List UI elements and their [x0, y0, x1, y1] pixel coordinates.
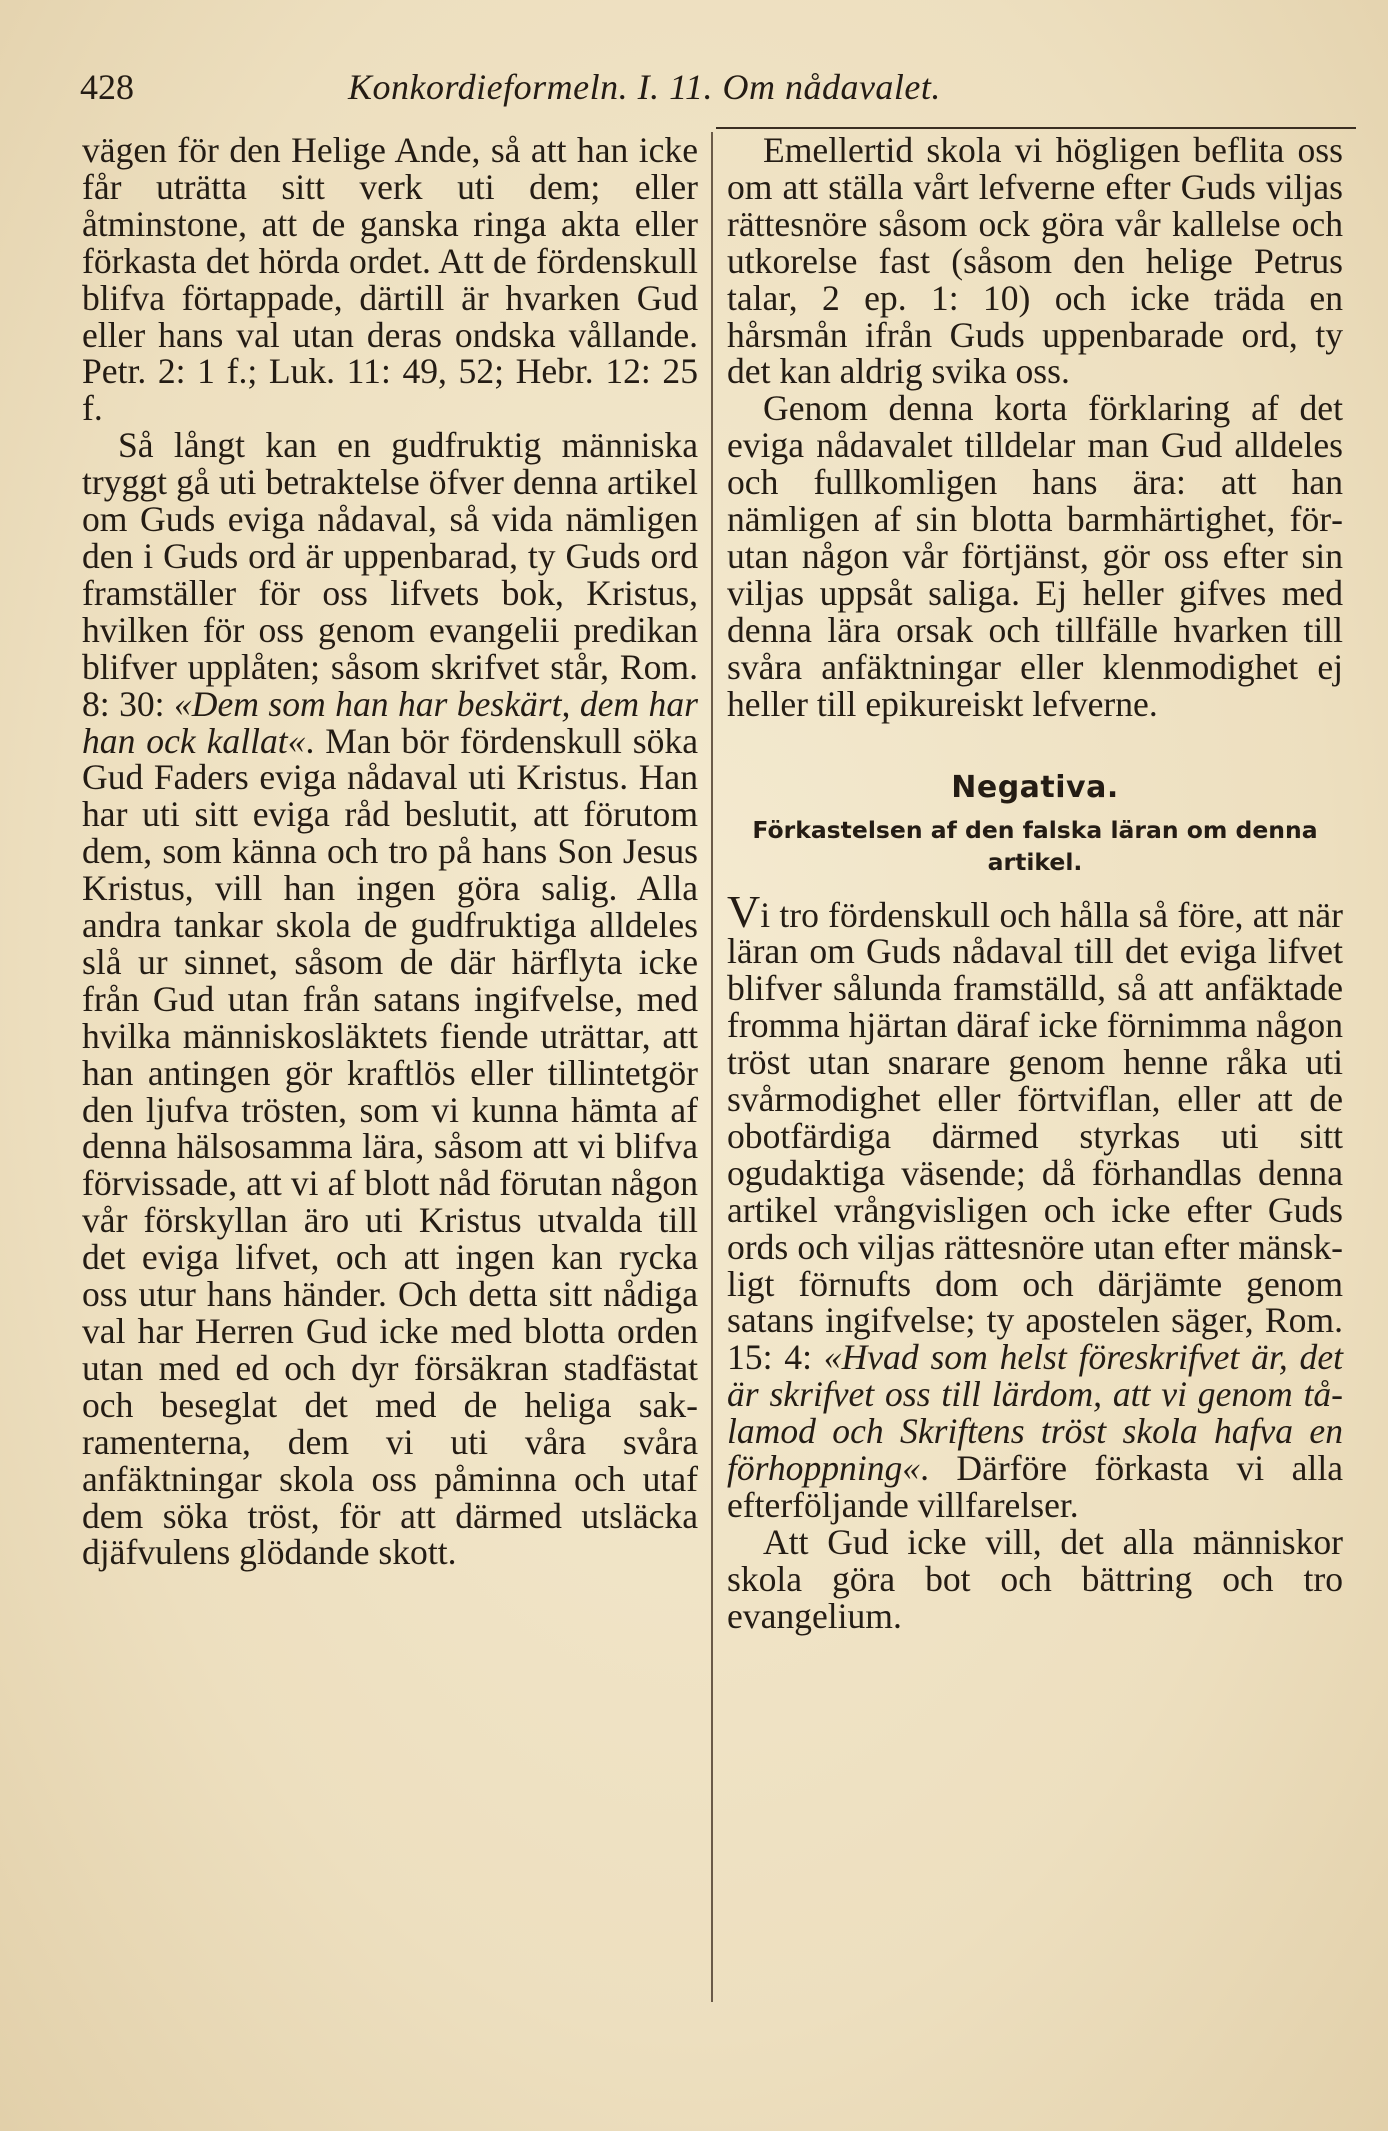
page-number: 428 — [80, 67, 134, 107]
right-paragraph-2: Genom denna korta förklaring af det eviga nådavalet tilldelar man Gud alldeles och fullkomligen hans ära: att han nämligen af sin blotta barmhärtighet, förutan någon vår förtjänst, gör oss efter sin viljas uppsåt saliga. Ej heller gifves med denna lära orsak och tillfälle hvarken till svåra anfäktningar eller klenmodighet ej heller till epikureiskt lefverne. — [727, 388, 1343, 724]
left-paragraph-1: vägen för den Helige Ande, så att han icke får uträtta sitt verk uti dem; eller åtminstone, att de ganska ringa akta eller förkasta det hörda ordet. Att de fördenskull blifva förtappade, därtill är hvarken Gud eller hans val utan deras ondska vållande. Petr. 2: 1 f.; Luk. 11: 49, 52; Hebr. 12: 25 f. — [82, 130, 698, 429]
scripture-quote-rom-15-4: «Hvad som helst föreskrifvet är, det är skrifvet oss till lärdom, att vi genom tålamod och Skriftens tröst skola hafva en förhoppning« — [727, 1337, 1343, 1489]
right-column — [727, 132, 1343, 1635]
left-column — [82, 132, 698, 1571]
right-paragraph-3 — [727, 885, 1343, 1525]
right-paragraph-3-text-a: i tro fördenskull och hålla så före, att när läran om Guds nådaval till det eviga lifvet blifver sålunda framställd, så att anfäktade fromma hjärtan däraf icke förnimma någon tröst utan snarare genom henne råka uti svårmodighet eller förtviflan, eller att de obotfärdiga därmed styrkas uti sitt ogudaktiga väsende; då förhandlas denna artikel vrångvisligen och icke efter Guds ords och viljas rättesnöre utan efter mänskligt förnufts dom och därjämte genom satans ingifvelse; ty apostelen säger, Rom. 15: 4: — [727, 894, 1343, 1378]
running-header — [80, 62, 1342, 112]
drop-cap-initial: V — [727, 885, 761, 937]
scripture-quote-rom-8-30: «Dem som han har beskärt, dem har han ock kallat« — [82, 683, 698, 761]
left-paragraph-2-text-a: Så långt kan en gudfruktig människa tryggt gå uti betraktelse öfver denna artikel om Guds eviga nådaval, så vida nämligen den i Guds ord är uppenbarad, ty Guds ord framställer för oss lifvets bok, Kristus, hvilken för oss genom evangelii predikan blifver upplåten; såsom skrifvet står, Rom. 8: 30: — [82, 425, 698, 724]
right-paragraph-4: Att Gud icke vill, det alla människor skola göra bot och bättring och tro evangelium. — [727, 1521, 1343, 1636]
header-rule — [716, 127, 1356, 129]
right-paragraph-1: Emellertid skola vi högligen beflita oss om att ställa vårt lefverne efter Guds viljas rättesnöre såsom ock göra vår kallelse och utkorelse fast (såsom den helige Petrus talar, 2 ep. 1: 10) och icke träda en hårsmån ifrån Guds uppenbarade ord, ty det kan aldrig svika oss. — [727, 130, 1343, 392]
right-paragraph-3-text-b: . Därföre förkasta vi alla efterföljande villfarelser. — [727, 1448, 1343, 1525]
column-divider — [711, 132, 713, 2002]
section-subheading: Förkastelsen af den falska läran om denna artikel. — [752, 815, 1318, 876]
section-heading: Negativa. — [951, 769, 1119, 805]
left-paragraph-2 — [82, 427, 698, 1571]
left-paragraph-2-text-b: . Man bör fördenskull söka Gud Faders eviga nådaval uti Kristus. Han har uti sitt eviga råd beslutit, att förutom dem, som känna och tro på hans Son Jesus Kristus, vill han ingen göra salig. Alla andra tankar skola de gudfruktiga alldeles slå ur sinnet, såsom de där härflyta icke från Gud utan från satans ingifvelse, med hvilka människosläktets fiende uträttar, att han antingen gör kraftlös eller tillintetgör den ljufva trösten, som vi kunna hämta af denna hälsosamma lära, såsom att vi blifva förvissade, att vi af blott nåd förutan någon vår förskyllan äro uti Kristus utvalda till det eviga lifvet, och att ingen kan rycka oss utur hans händer. Och detta sitt nådiga val har Herren Gud icke med blotta orden utan med ed och dyr försäkran stadfästat och beseglat det med de heliga sakramenterna, dem vi uti våra svåra anfäktningar skola oss påminna och utaf dem söka tröst, för att därmed utsläcka djäfvulens glödande skott. — [82, 720, 698, 1573]
running-title: Konkordieformeln. I. 11. Om nådavalet. — [348, 67, 941, 107]
